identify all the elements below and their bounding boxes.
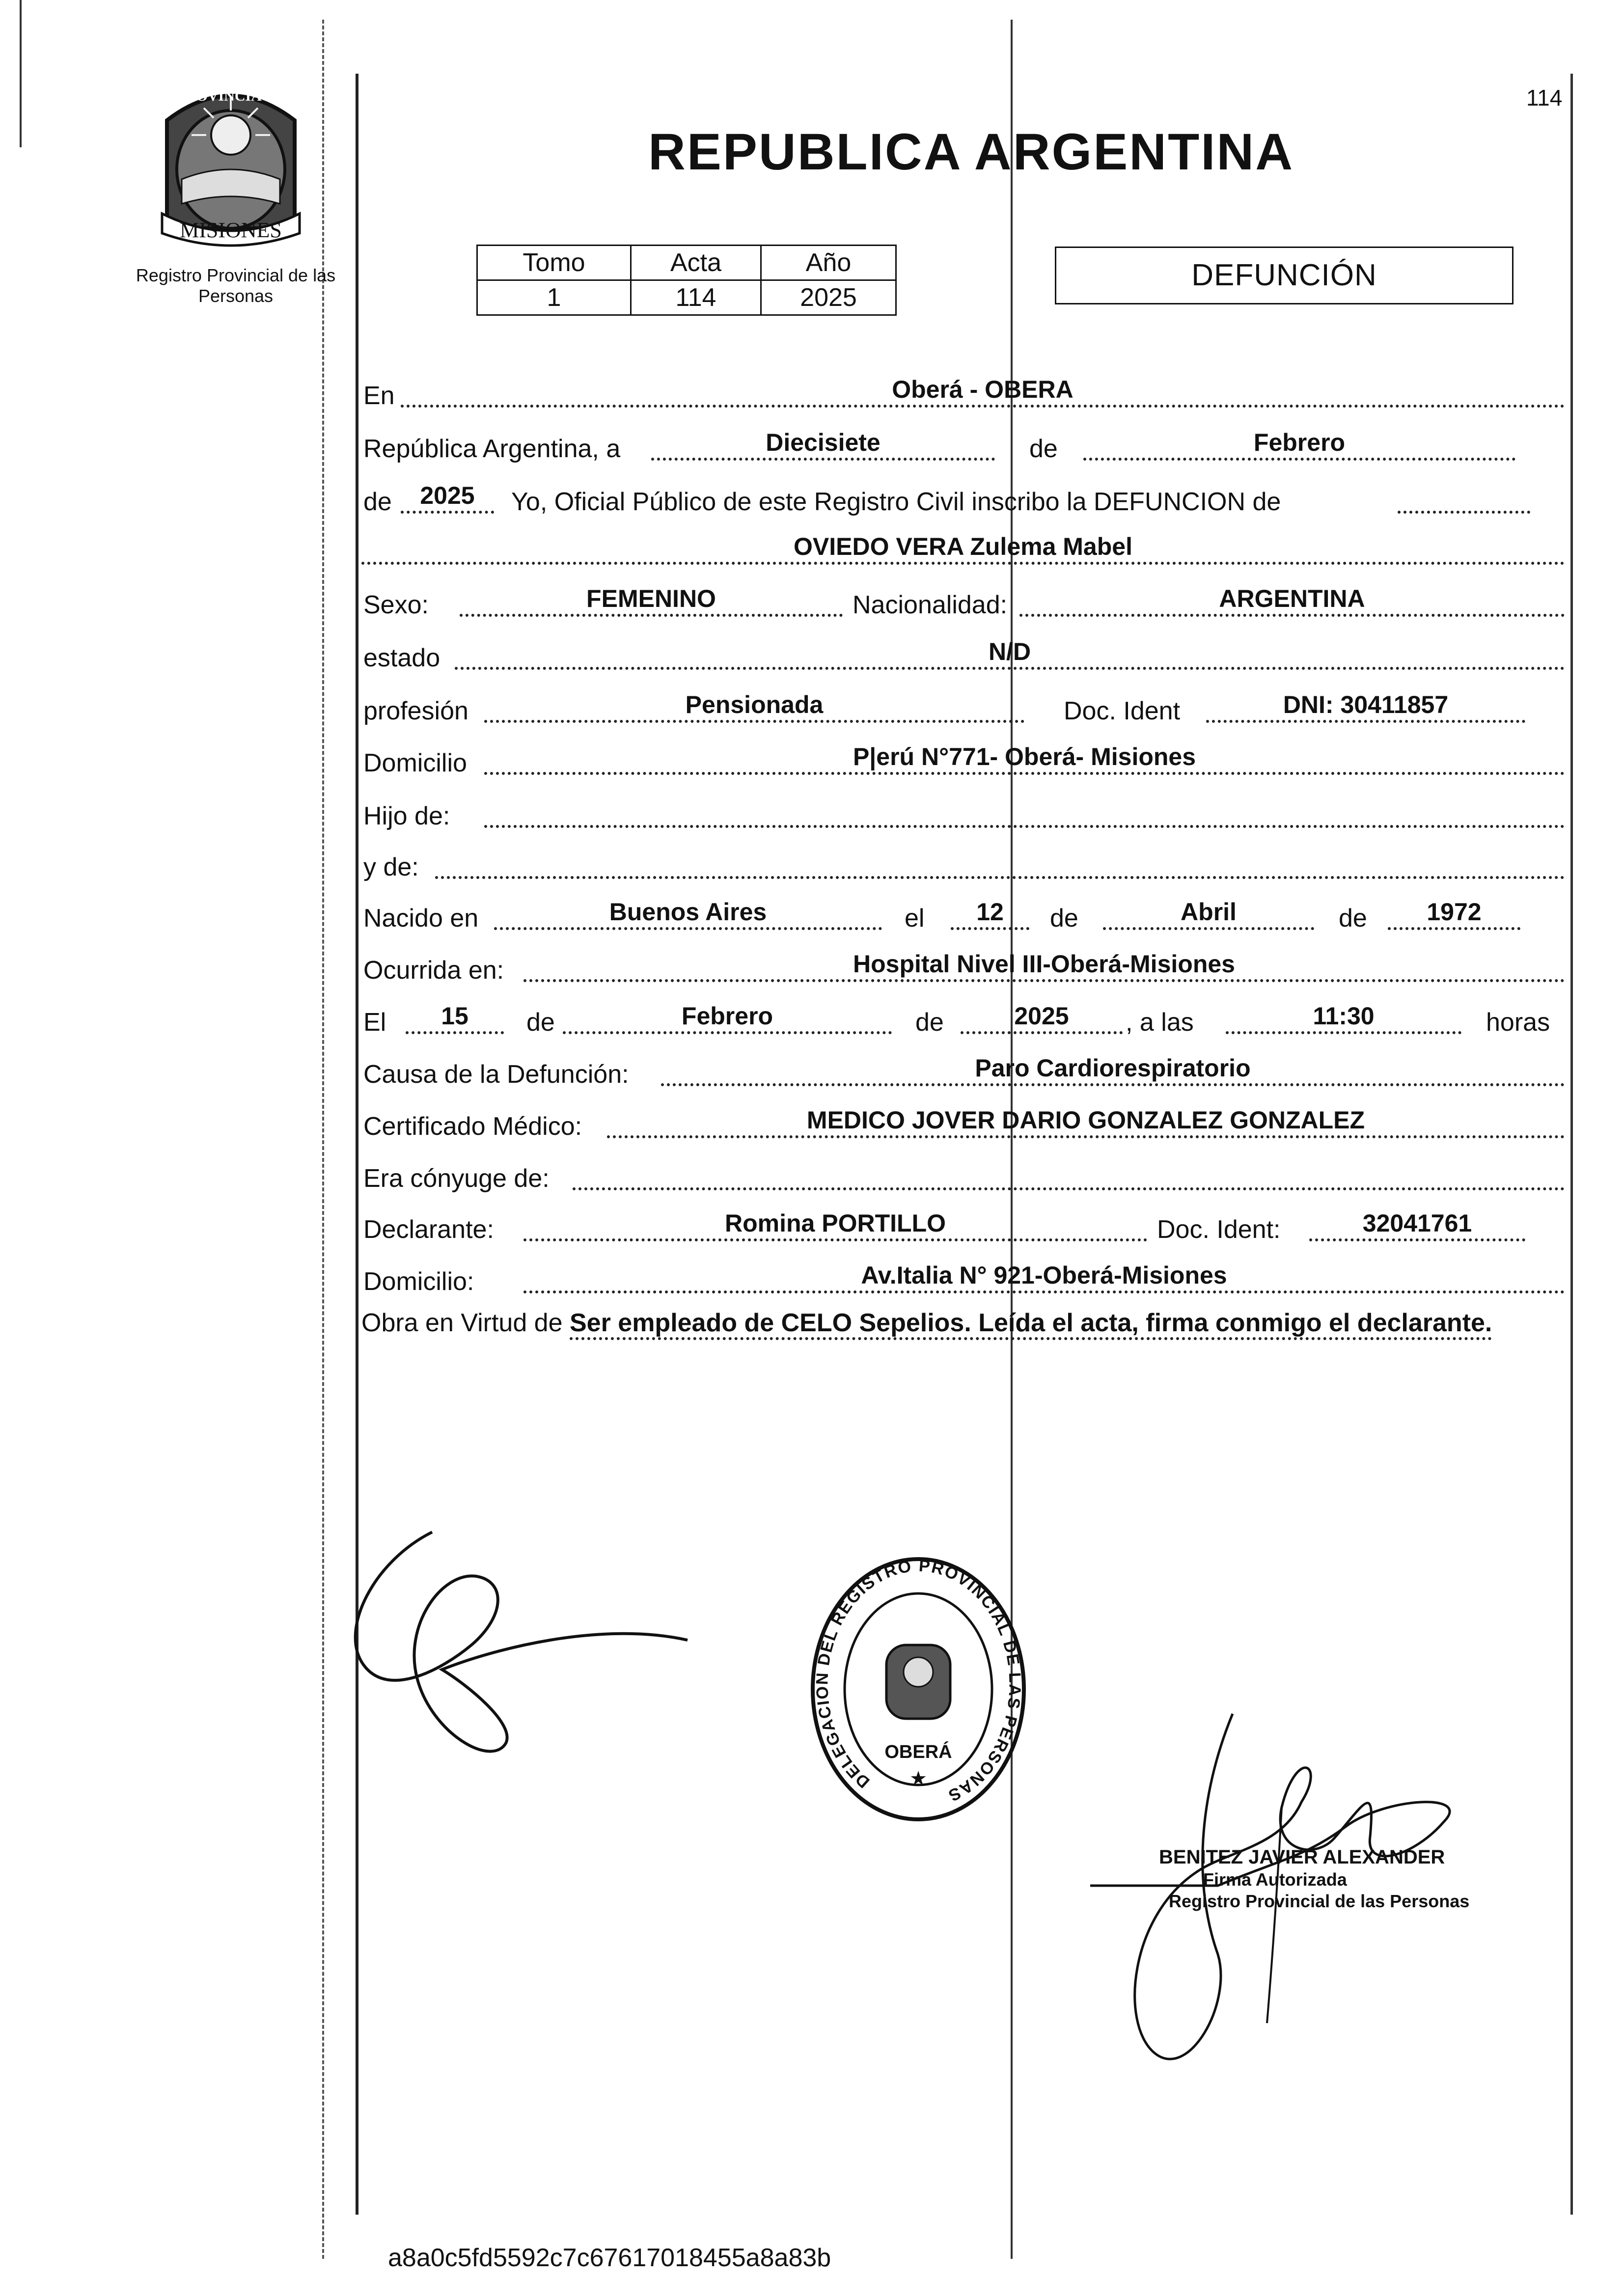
signatory-office: Registro Provincial de las Personas [1169, 1891, 1470, 1911]
row-declarante [361, 1208, 1565, 1242]
month-text-field: Febrero [1083, 429, 1515, 461]
declarant-signature [344, 1522, 717, 1778]
misiones-coat-of-arms [147, 81, 314, 248]
declarante-domicilio-field: Av.Italia N° 921-Oberá-Misiones [523, 1262, 1565, 1293]
declarante-doc-label: Doc. Ident: [1157, 1215, 1281, 1244]
ocurrida-label: Ocurrida en: [363, 956, 504, 985]
row-en [361, 374, 1565, 409]
seal-bottom-text: MISIONES [180, 218, 282, 242]
yde-field [435, 848, 1565, 879]
republica-label: República Argentina, a [363, 435, 621, 463]
row-conyuge [361, 1157, 1565, 1191]
inscribo-trailing-field [1398, 482, 1530, 514]
certificado-field: MEDICO JOVER DARIO GONZALEZ GONZALEZ [607, 1107, 1565, 1138]
death-month-field: Febrero [563, 1003, 892, 1034]
place-field: Oberá - OBERA [401, 376, 1565, 408]
conyuge-field [573, 1159, 1565, 1190]
de-label: de [1029, 435, 1058, 463]
yde-label: y de: [363, 853, 419, 881]
el-label: el [905, 904, 925, 933]
ocurrida-field: Hospital Nivel III-Oberá-Misiones [523, 951, 1565, 982]
inscribo-text: Yo, Oficial Público de este Registro Civil inscribo la DEFUNCION de [511, 488, 1281, 516]
estado-label: estado [363, 644, 440, 672]
hijo-field [484, 796, 1565, 828]
profesion-label: profesión [363, 697, 468, 725]
record-table [476, 245, 897, 316]
document-hash: a8a0c5fd5592c7c67617018455a8a83b [388, 2244, 831, 2272]
domicilio-field: P|erú N°771- Oberá- Misiones [484, 743, 1565, 775]
registry-label: Registro Provincial de las Personas [136, 265, 336, 306]
estado-field: N/D [455, 638, 1565, 670]
header-tomo: Tomo [477, 246, 631, 280]
conyuge-label: Era cónyuge de: [363, 1164, 550, 1193]
death-de1-label: de [526, 1008, 555, 1037]
domicilio-label: Domicilio [363, 749, 467, 777]
death-day-field: 15 [406, 1003, 504, 1034]
profesion-field: Pensionada [484, 691, 1024, 723]
official-stamp [805, 1552, 1031, 1827]
nacionalidad-field: ARGENTINA [1019, 585, 1565, 617]
death-de2-label: de [915, 1008, 944, 1037]
declarante-doc-field: 32041761 [1309, 1210, 1525, 1241]
signatory-name: BENITEZ JAVIER ALEXANDER [1159, 1846, 1445, 1868]
row-causa [361, 1053, 1565, 1087]
row-sexo [361, 583, 1565, 618]
obra-value: Ser empleado de CELO Sepelios. Leída el acta, firma conmigo el declarante. [570, 1309, 1492, 1340]
page-number: 114 [1526, 85, 1563, 110]
row-domicilio [361, 741, 1565, 776]
value-tomo: 1 [477, 280, 631, 315]
alas-label: , a las [1126, 1008, 1194, 1037]
el-death-label: El [363, 1008, 386, 1037]
obra-en-virtud [361, 1305, 1565, 1341]
row-profesion [361, 689, 1565, 724]
deceased-name-field: OVIEDO VERA Zulema Mabel [361, 533, 1565, 565]
row-inscribo [361, 480, 1565, 515]
certificado-label: Certificado Médico: [363, 1112, 582, 1141]
declarante-label: Declarante: [363, 1215, 494, 1244]
nacido-label: Nacido en [363, 904, 479, 933]
birth-year-field: 1972 [1388, 899, 1520, 930]
death-time-field: 11:30 [1226, 1003, 1461, 1034]
obra-label: Obra en Virtud de [361, 1309, 563, 1337]
header-acta: Acta [631, 246, 761, 280]
left-margin-rule [20, 0, 22, 147]
row-date [361, 427, 1565, 462]
horas-label: horas [1486, 1008, 1550, 1037]
declarante-field: Romina PORTILLO [523, 1210, 1147, 1241]
header-anio: Año [761, 246, 896, 280]
stamp-city: OBERÁ [884, 1742, 952, 1762]
nacionalidad-label: Nacionalidad: [853, 591, 1008, 619]
row-death-date [361, 1001, 1565, 1035]
fold-line-center [1011, 20, 1013, 2259]
causa-label: Causa de la Defunción: [363, 1060, 629, 1089]
form-border-left [356, 74, 358, 2215]
signatory-role: Firma Autorizada [1203, 1869, 1347, 1890]
sexo-field: FEMENINO [460, 585, 843, 617]
en-label: En [363, 382, 395, 410]
birth-day-field: 12 [951, 899, 1029, 930]
row-estado [361, 636, 1565, 671]
form-border-right [1570, 74, 1573, 2215]
year-field: 2025 [401, 482, 494, 514]
stamp-star-icon: ★ [909, 1768, 927, 1789]
row-declarante-domicilio [361, 1260, 1565, 1294]
sexo-label: Sexo: [363, 591, 429, 619]
doc-ident-field: DNI: 30411857 [1206, 691, 1525, 723]
row-nacido [361, 897, 1565, 931]
row-ocurrida [361, 949, 1565, 983]
birth-de2-label: de [1339, 904, 1367, 933]
page-title: REPUBLICA ARGENTINA [648, 123, 1294, 181]
record-type-box: DEFUNCIÓN [1055, 247, 1514, 304]
stamp-ring-text: DELEGACION DEL REGISTRO PROVINCIAL DE LAS PERSONAS [813, 1556, 1024, 1806]
declarante-domicilio-label: Domicilio: [363, 1267, 474, 1296]
day-text-field: Diecisiete [651, 429, 995, 461]
de-year-label: de [363, 488, 392, 516]
row-name [361, 531, 1565, 566]
hijo-label: Hijo de: [363, 802, 450, 830]
birthplace-field: Buenos Aires [494, 899, 882, 930]
causa-field: Paro Cardiorespiratorio [661, 1055, 1565, 1086]
row-certificado [361, 1105, 1565, 1139]
row-yde [361, 846, 1565, 880]
value-acta: 114 [631, 280, 761, 315]
birth-month-field: Abril [1103, 899, 1314, 930]
fold-line-left [322, 20, 324, 2259]
doc-ident-label: Doc. Ident [1064, 697, 1181, 725]
death-year-field: 2025 [961, 1003, 1123, 1034]
seal-top-text: PROVINCIA DE [176, 88, 285, 104]
row-hijo [361, 795, 1565, 829]
birth-de1-label: de [1050, 904, 1078, 933]
value-anio: 2025 [761, 280, 896, 315]
